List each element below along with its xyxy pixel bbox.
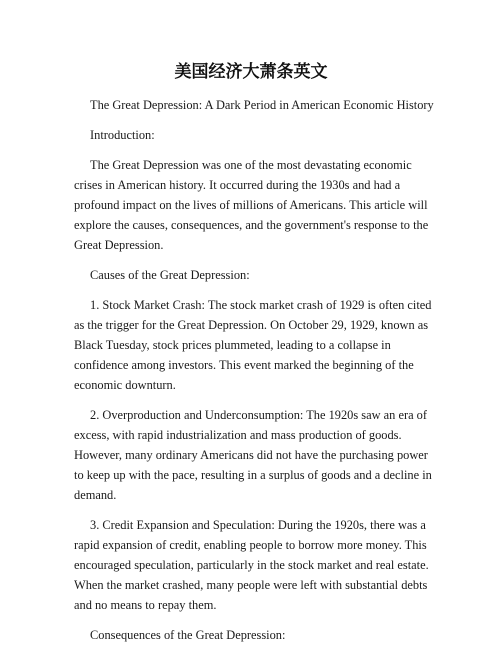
- cause-paragraph-1: 1. Stock Market Crash: The stock market crash of 1929 is often cited as the trigger for the Great Depression. On October 29, 1929, known as Black Tuesday, stock prices plummeted, leading to a collapse in confidence among investors. This event marked the beginning of the economic downturn.: [74, 298, 432, 392]
- cause-paragraph-2: 2. Overproduction and Underconsumption: The 1920s saw an era of excess, with rapid industrialization and mass production of goods. However, many ordinary Americans did not have the purchasing power to keep up with the pace, resulting in a surplus of goods and a decline in demand.: [74, 408, 432, 502]
- section-heading-consequences: Consequences of the Great Depression:: [90, 628, 286, 642]
- section-heading-introduction: Introduction:: [90, 128, 155, 142]
- document-title: 美国经济大萧条英文: [174, 62, 328, 82]
- section-heading-causes: Causes of the Great Depression:: [90, 268, 250, 282]
- subtitle-paragraph: The Great Depression: A Dark Period in American Economic History: [90, 98, 434, 112]
- introduction-paragraph: The Great Depression was one of the most devastating economic crises in American history. It occurred during the 1930s and had a profound impact on the lives of millions of Americans. This article will explore the causes, consequences, and the government's response to the Great Depression.: [74, 158, 429, 252]
- cause-paragraph-3: 3. Credit Expansion and Speculation: During the 1920s, there was a rapid expansion of credit, enabling people to borrow more money. This encouraged speculation, particularly in the stock market and real estate. When the market crashed, many people were left with substantial debts and no means to repay them.: [74, 518, 429, 612]
- document-body: [74, 95, 436, 655]
